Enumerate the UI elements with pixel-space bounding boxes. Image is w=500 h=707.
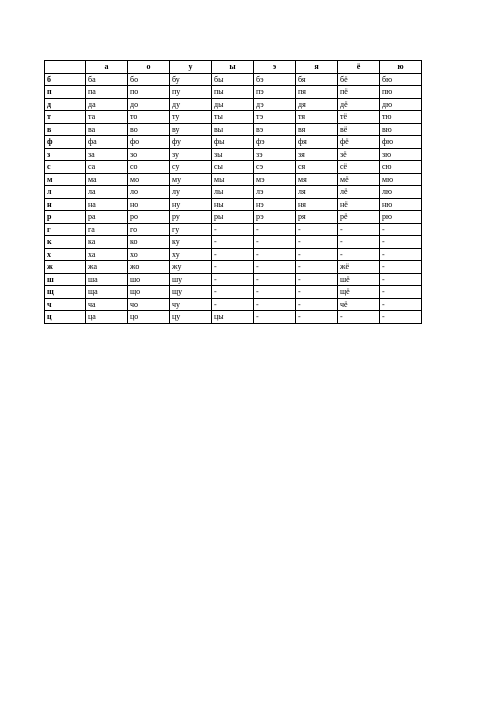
syllable-cell: - — [380, 261, 422, 274]
syllable-cell: - — [254, 273, 296, 286]
syllable-cell: жё — [338, 261, 380, 274]
syllable-cell: ны — [212, 198, 254, 211]
syllable-cell: - — [296, 248, 338, 261]
consonant-cell: т — [45, 111, 86, 124]
syllable-cell: су — [170, 161, 212, 174]
vowel-header: я — [296, 61, 338, 74]
syllable-cell: зя — [296, 148, 338, 161]
syllable-cell: пу — [170, 86, 212, 99]
syllable-cell: - — [380, 273, 422, 286]
syllable-cell: му — [170, 173, 212, 186]
consonant-cell: х — [45, 248, 86, 261]
syllable-cell: го — [128, 223, 170, 236]
syllable-cell: дю — [380, 98, 422, 111]
vowel-header: а — [86, 61, 128, 74]
syllable-table — [44, 60, 422, 324]
consonant-cell: ц — [45, 311, 86, 324]
syllable-cell: - — [212, 236, 254, 249]
syllable-cell: дя — [296, 98, 338, 111]
syllable-cell: ля — [296, 186, 338, 199]
syllable-cell: ша — [86, 273, 128, 286]
syllable-cell: ро — [128, 211, 170, 224]
syllable-cell: - — [380, 223, 422, 236]
syllable-cell: цы — [212, 311, 254, 324]
syllable-cell: ра — [86, 211, 128, 224]
syllable-cell: ту — [170, 111, 212, 124]
syllable-cell: мэ — [254, 173, 296, 186]
syllable-cell: ды — [212, 98, 254, 111]
table-header — [45, 61, 422, 74]
syllable-cell: - — [254, 298, 296, 311]
syllable-cell: чу — [170, 298, 212, 311]
syllable-cell: фу — [170, 136, 212, 149]
syllable-cell: за — [86, 148, 128, 161]
vowel-header: ы — [212, 61, 254, 74]
syllable-cell: со — [128, 161, 170, 174]
syllable-cell: зу — [170, 148, 212, 161]
syllable-cell: - — [338, 311, 380, 324]
consonant-cell: р — [45, 211, 86, 224]
syllable-cell: фя — [296, 136, 338, 149]
syllable-cell: чё — [338, 298, 380, 311]
syllable-cell: ха — [86, 248, 128, 261]
table-row — [45, 111, 422, 124]
syllable-cell: ры — [212, 211, 254, 224]
syllable-cell: зю — [380, 148, 422, 161]
syllable-cell: га — [86, 223, 128, 236]
syllable-cell: - — [296, 298, 338, 311]
syllable-cell: щу — [170, 286, 212, 299]
syllable-cell: шё — [338, 273, 380, 286]
syllable-cell: ба — [86, 73, 128, 86]
syllable-cell: - — [380, 248, 422, 261]
syllable-cell: - — [212, 261, 254, 274]
syllable-cell: са — [86, 161, 128, 174]
syllable-cell: ня — [296, 198, 338, 211]
syllable-cell: фы — [212, 136, 254, 149]
syllable-cell: шо — [128, 273, 170, 286]
syllable-cell: фю — [380, 136, 422, 149]
syllable-cell: ду — [170, 98, 212, 111]
syllable-cell: ца — [86, 311, 128, 324]
syllable-cell: та — [86, 111, 128, 124]
syllable-cell: бэ — [254, 73, 296, 86]
syllable-cell: цо — [128, 311, 170, 324]
syllable-cell: - — [338, 248, 380, 261]
vowel-header: у — [170, 61, 212, 74]
consonant-cell: к — [45, 236, 86, 249]
syllable-cell: рэ — [254, 211, 296, 224]
table-row — [45, 123, 422, 136]
table-row — [45, 298, 422, 311]
syllable-cell: лы — [212, 186, 254, 199]
table-body — [45, 73, 422, 323]
syllable-cell: то — [128, 111, 170, 124]
syllable-cell: пю — [380, 86, 422, 99]
syllable-cell: бё — [338, 73, 380, 86]
syllable-cell: гу — [170, 223, 212, 236]
syllable-cell: ва — [86, 123, 128, 136]
corner-cell — [45, 61, 86, 74]
consonant-cell: ж — [45, 261, 86, 274]
syllable-cell: дё — [338, 98, 380, 111]
syllable-cell: хо — [128, 248, 170, 261]
syllable-cell: ню — [380, 198, 422, 211]
syllable-cell: лу — [170, 186, 212, 199]
table-row — [45, 161, 422, 174]
syllable-cell: ну — [170, 198, 212, 211]
syllable-cell: ча — [86, 298, 128, 311]
syllable-cell: жо — [128, 261, 170, 274]
syllable-cell: - — [212, 248, 254, 261]
consonant-cell: м — [45, 173, 86, 186]
header-row — [45, 61, 422, 74]
syllable-cell: ру — [170, 211, 212, 224]
syllable-cell: фё — [338, 136, 380, 149]
table-row — [45, 236, 422, 249]
syllable-cell: бо — [128, 73, 170, 86]
syllable-cell: рё — [338, 211, 380, 224]
syllable-cell: - — [338, 236, 380, 249]
syllable-cell: - — [296, 261, 338, 274]
consonant-cell: л — [45, 186, 86, 199]
syllable-cell: зё — [338, 148, 380, 161]
syllable-cell: вю — [380, 123, 422, 136]
syllable-cell: нё — [338, 198, 380, 211]
syllable-cell: зэ — [254, 148, 296, 161]
syllable-cell: ло — [128, 186, 170, 199]
consonant-cell: д — [45, 98, 86, 111]
syllable-cell: - — [296, 236, 338, 249]
syllable-cell: вэ — [254, 123, 296, 136]
table-row — [45, 186, 422, 199]
syllable-cell: бя — [296, 73, 338, 86]
syllable-cell: ся — [296, 161, 338, 174]
syllable-cell: ты — [212, 111, 254, 124]
syllable-cell: вы — [212, 123, 254, 136]
table-row — [45, 211, 422, 224]
table-row — [45, 286, 422, 299]
consonant-cell: щ — [45, 286, 86, 299]
syllable-cell: - — [212, 286, 254, 299]
consonant-cell: з — [45, 148, 86, 161]
syllable-cell: сю — [380, 161, 422, 174]
syllable-cell: фа — [86, 136, 128, 149]
syllable-cell: цу — [170, 311, 212, 324]
syllable-cell: чо — [128, 298, 170, 311]
vowel-header: ё — [338, 61, 380, 74]
table-row — [45, 73, 422, 86]
syllable-cell: тэ — [254, 111, 296, 124]
syllable-cell: - — [254, 286, 296, 299]
consonant-cell: в — [45, 123, 86, 136]
syllable-cell: - — [296, 286, 338, 299]
consonant-cell: н — [45, 198, 86, 211]
syllable-cell: - — [380, 236, 422, 249]
table-row — [45, 261, 422, 274]
syllable-cell: мя — [296, 173, 338, 186]
table-row — [45, 248, 422, 261]
consonant-cell: ф — [45, 136, 86, 149]
syllable-cell: - — [296, 311, 338, 324]
syllable-cell: фо — [128, 136, 170, 149]
syllable-cell: - — [338, 223, 380, 236]
syllable-cell: дэ — [254, 98, 296, 111]
syllable-cell: що — [128, 286, 170, 299]
syllable-cell: - — [254, 248, 296, 261]
syllable-cell: - — [380, 286, 422, 299]
syllable-cell: - — [296, 273, 338, 286]
consonant-cell: г — [45, 223, 86, 236]
vowel-header: о — [128, 61, 170, 74]
syllable-cell: ко — [128, 236, 170, 249]
syllable-cell: вя — [296, 123, 338, 136]
syllable-cell: вё — [338, 123, 380, 136]
consonant-cell: б — [45, 73, 86, 86]
syllable-cell: ку — [170, 236, 212, 249]
table-row — [45, 86, 422, 99]
syllable-cell: - — [380, 298, 422, 311]
syllable-cell: бю — [380, 73, 422, 86]
syllable-cell: - — [296, 223, 338, 236]
syllable-cell: мё — [338, 173, 380, 186]
consonant-cell: п — [45, 86, 86, 99]
syllable-cell: мо — [128, 173, 170, 186]
table-row — [45, 198, 422, 211]
syllable-cell: - — [212, 273, 254, 286]
syllable-cell: - — [380, 311, 422, 324]
syllable-cell: да — [86, 98, 128, 111]
table-row — [45, 98, 422, 111]
syllable-cell: нэ — [254, 198, 296, 211]
syllable-cell: бу — [170, 73, 212, 86]
syllable-cell: фэ — [254, 136, 296, 149]
syllable-cell: лэ — [254, 186, 296, 199]
syllable-cell: рю — [380, 211, 422, 224]
syllable-cell: жа — [86, 261, 128, 274]
syllable-cell: во — [128, 123, 170, 136]
syllable-cell: тю — [380, 111, 422, 124]
table-row — [45, 273, 422, 286]
syllable-cell: сэ — [254, 161, 296, 174]
syllable-cell: лю — [380, 186, 422, 199]
vowel-header: э — [254, 61, 296, 74]
syllable-cell: ху — [170, 248, 212, 261]
syllable-cell: бы — [212, 73, 254, 86]
syllable-cell: пя — [296, 86, 338, 99]
table-row — [45, 311, 422, 324]
syllable-cell: тё — [338, 111, 380, 124]
consonant-cell: ч — [45, 298, 86, 311]
syllable-cell: мю — [380, 173, 422, 186]
syllable-cell: ла — [86, 186, 128, 199]
syllable-cell: шу — [170, 273, 212, 286]
syllable-cell: но — [128, 198, 170, 211]
syllable-cell: зы — [212, 148, 254, 161]
syllable-cell: мы — [212, 173, 254, 186]
syllable-cell: сы — [212, 161, 254, 174]
syllable-cell: ка — [86, 236, 128, 249]
syllable-cell: ря — [296, 211, 338, 224]
syllable-cell: ву — [170, 123, 212, 136]
syllable-cell: - — [254, 311, 296, 324]
syllable-cell: по — [128, 86, 170, 99]
syllable-cell: до — [128, 98, 170, 111]
consonant-cell: с — [45, 161, 86, 174]
syllable-cell: - — [212, 223, 254, 236]
syllable-cell: ща — [86, 286, 128, 299]
syllable-cell: лё — [338, 186, 380, 199]
syllable-cell: - — [254, 236, 296, 249]
syllable-cell: па — [86, 86, 128, 99]
syllable-cell: щё — [338, 286, 380, 299]
syllable-cell: жу — [170, 261, 212, 274]
syllable-cell: пё — [338, 86, 380, 99]
table-row — [45, 173, 422, 186]
table-row — [45, 136, 422, 149]
syllable-cell: ма — [86, 173, 128, 186]
syllable-cell: тя — [296, 111, 338, 124]
syllable-cell: зо — [128, 148, 170, 161]
syllable-cell: сё — [338, 161, 380, 174]
syllable-cell: пэ — [254, 86, 296, 99]
syllable-cell: - — [212, 298, 254, 311]
table-row — [45, 148, 422, 161]
syllable-cell: - — [254, 261, 296, 274]
table-row — [45, 223, 422, 236]
consonant-cell: ш — [45, 273, 86, 286]
vowel-header: ю — [380, 61, 422, 74]
syllable-cell: на — [86, 198, 128, 211]
syllable-cell: - — [254, 223, 296, 236]
syllable-cell: пы — [212, 86, 254, 99]
